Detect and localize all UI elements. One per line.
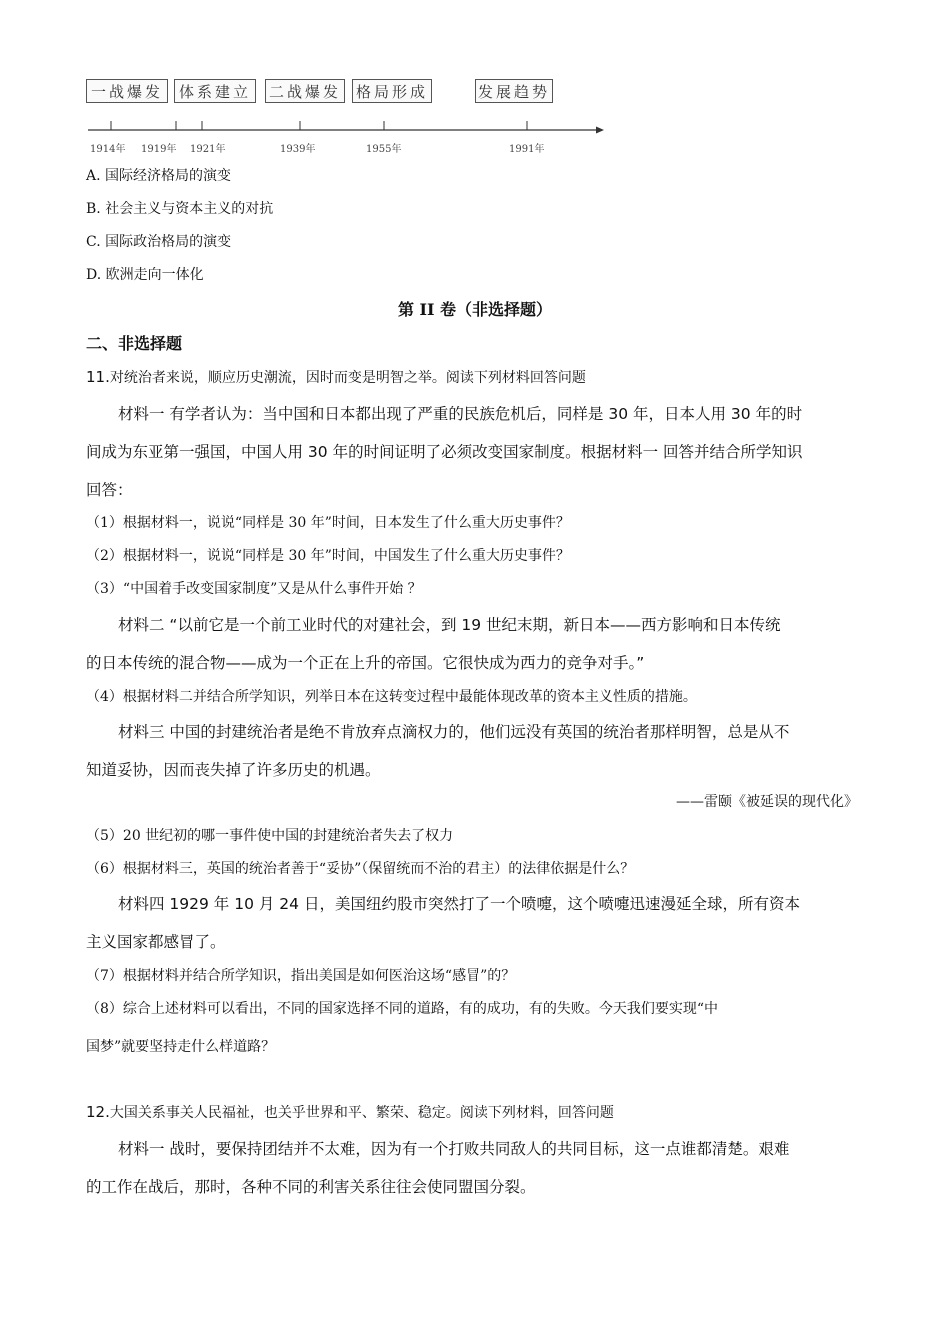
timeline-box-system: 体系建立: [174, 79, 256, 103]
q12-m1-line2: 的工作在战后，那时，各种不同的利害关系往往会使同盟国分裂。: [86, 1178, 536, 1196]
q11-sub6: （6）根据材料三，英国的统治者善于“妥协”（保留统而不治的君主）的法律依据是什么？: [86, 861, 635, 877]
q11-sub8-line1: （8）综合上述材料可以看出，不同的国家选择不同的道路，有的成功，有的失败。今天我们要实现“中: [86, 1001, 719, 1017]
q11-m1-line2: 间成为东亚第一强国，中国人用 30 年的时间证明了必须改变国家制度。根据材料一 回答并结合所学知识: [86, 443, 803, 461]
timeline-box-ww2: 二战爆发: [265, 79, 345, 103]
timeline-arrow: [596, 127, 604, 134]
q11-sub7: （7）根据材料并结合所学知识，指出美国是如何医治这场“感冒”的？: [86, 968, 516, 984]
q12-number: 12.: [86, 1103, 110, 1121]
q11-m3-line2: 知道妥协，因而丧失掉了许多历史的机遇。: [86, 761, 381, 779]
q12-m1-line1: 材料一 战时，要保持团结并不太难，因为有一个打败共同敌人的共同目标，这一点谁都清楚。艰难: [118, 1140, 790, 1158]
q11-m3-line1: 材料三 中国的封建统治者是绝不肯放弃点滴权力的，他们远没有英国的统治者那样明智，总是从不: [118, 723, 790, 741]
option-c: C. 国际政治格局的演变: [86, 234, 232, 250]
q11-m4-line1: 材料四 1929 年 10 月 24 日，美国纽约股市突然打了一个喷嚏，这个喷嚏迅速漫延全球，所有资本: [118, 895, 800, 913]
q12-intro: [86, 1102, 614, 1122]
q11-m4-line2: 主义国家都感冒了。: [86, 933, 226, 951]
q11-m1-line1: 材料一 有学者认为：当中国和日本都出现了严重的民族危机后，同样是 30 年，日本人用 30 年的时: [118, 405, 803, 423]
timeline-year-1919: 1919年: [141, 144, 177, 155]
option-d: D. 欧洲走向一体化: [86, 267, 204, 283]
q11-sub3: （3）“中国着手改变国家制度”又是从什么事件开始 ？: [86, 581, 422, 597]
q11-intro-text: 对统治者来说，顺应历史潮流，因时而变是明智之举。阅读下列材料回答问题: [109, 370, 586, 386]
section-title: 第 II 卷（非选择题）: [397, 300, 553, 319]
timeline-box-trend: 发展趋势: [475, 79, 553, 103]
q11-sub8-line2: 国梦”就要坚持走什么样道路？: [86, 1039, 276, 1055]
timeline-year-1991: 1991年: [509, 144, 545, 155]
q11-number: 11.: [86, 368, 110, 386]
q11-m2-line1: 材料二 “以前它是一个前工业时代的对建社会，到 19 世纪末期，新日本——西方影响和日本传统: [118, 616, 781, 634]
option-b: B. 社会主义与资本主义的对抗: [86, 201, 274, 217]
q11-sub1: （1）根据材料一，说说“同样是 30 年”时间，日本发生了什么重大历史事件？: [86, 515, 570, 531]
q11-m3-source: ——雷颐《被延误的现代化》: [676, 794, 858, 810]
q11-sub4: （4）根据材料二并结合所学知识，列举日本在这转变过程中最能体现改革的资本主义性质的措施。: [86, 689, 697, 705]
timeline-figure: [86, 77, 606, 153]
q11-m1-line3: 回答：: [86, 481, 133, 499]
option-a: A. 国际经济格局的演变: [86, 168, 232, 184]
section-heading: 二、非选择题: [86, 334, 183, 353]
timeline-year-1939: 1939年: [280, 144, 316, 155]
timeline-year-1921: 1921年: [190, 144, 226, 155]
timeline-box-ww1: 一战爆发: [86, 79, 168, 103]
timeline-year-1914: 1914年: [90, 144, 126, 155]
q11-intro: [86, 367, 586, 387]
q11-m2-line2: 的日本传统的混合物——成为一个正在上升的帝国。它很快成为西力的竞争对手。”: [86, 654, 645, 672]
q12-intro-text: 大国关系事关人民福祉，也关乎世界和平、繁荣、稳定。阅读下列材料，回答问题: [109, 1105, 614, 1121]
q11-sub2: （2）根据材料一，说说“同样是 30 年”时间，中国发生了什么重大历史事件？: [86, 548, 570, 564]
timeline-year-1955: 1955年: [366, 144, 402, 155]
q11-sub5: （5）20 世纪初的哪一事件使中国的封建统治者失去了权力: [86, 828, 454, 844]
timeline-box-pattern: 格局形成: [352, 79, 432, 103]
